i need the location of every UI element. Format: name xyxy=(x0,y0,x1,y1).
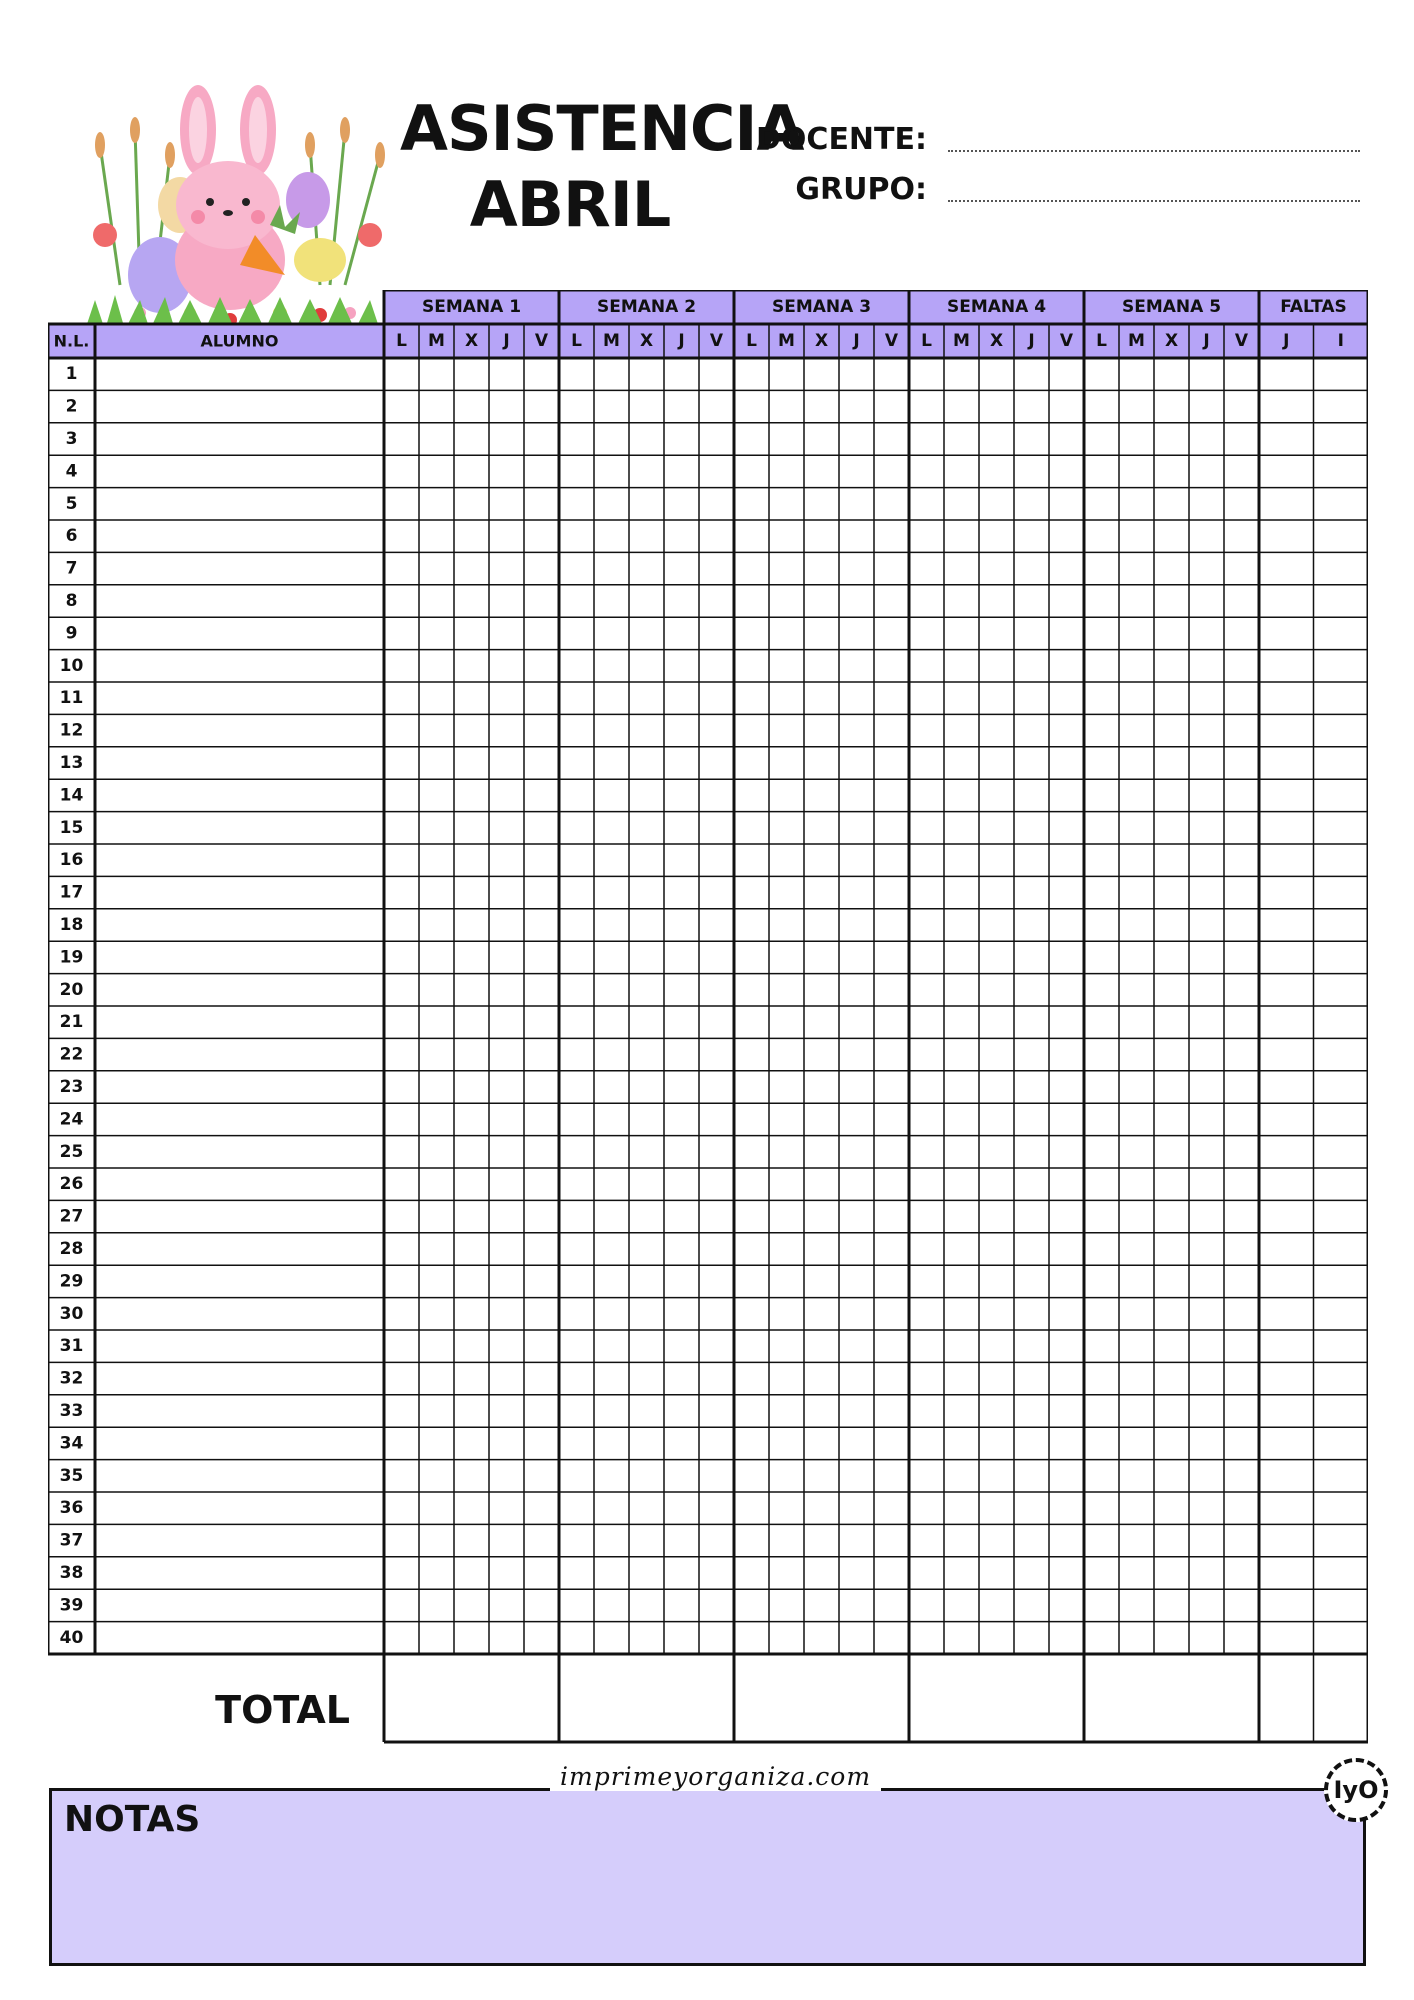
row-number: 1 xyxy=(65,364,78,385)
day-header: X xyxy=(639,331,654,351)
day-header: X xyxy=(814,331,829,351)
row-number: 11 xyxy=(59,688,84,709)
col-nl-header: N.L. xyxy=(53,331,90,351)
row-number: 8 xyxy=(65,591,78,611)
row-number: 10 xyxy=(59,655,84,676)
day-header: X xyxy=(1164,331,1179,351)
day-header: V xyxy=(884,331,899,351)
notes-label: NOTAS xyxy=(64,1799,201,1840)
row-number: 24 xyxy=(59,1109,84,1130)
day-header: M xyxy=(953,331,970,351)
row-number: 35 xyxy=(59,1465,84,1486)
row-number: 9 xyxy=(65,623,78,644)
row-number: 37 xyxy=(59,1530,84,1551)
day-header: V xyxy=(534,331,549,351)
day-header: V xyxy=(1234,331,1249,351)
page-title: ASISTENCIA xyxy=(400,92,804,165)
day-header: L xyxy=(921,331,932,351)
website-text: imprimeyorganiza.com xyxy=(550,1762,881,1791)
row-number: 29 xyxy=(59,1271,84,1292)
day-header: X xyxy=(464,331,479,351)
day-header: M xyxy=(1128,331,1145,351)
week-header: SEMANA 3 xyxy=(771,297,872,317)
faltas-i-header: I xyxy=(1337,331,1344,351)
day-header: X xyxy=(989,331,1004,351)
docente-label: DOCENTE: xyxy=(756,122,927,157)
row-number: 36 xyxy=(59,1498,84,1519)
row-number: 25 xyxy=(59,1141,84,1162)
row-number: 38 xyxy=(59,1563,84,1583)
brand-logo-icon: IyO xyxy=(1324,1758,1388,1822)
week-header: SEMANA 2 xyxy=(596,297,697,317)
row-number: 2 xyxy=(65,396,78,417)
row-number: 21 xyxy=(59,1012,84,1033)
row-number: 31 xyxy=(59,1336,84,1357)
faltas-header: FALTAS xyxy=(1280,297,1347,317)
row-number: 16 xyxy=(59,850,84,871)
day-header: J xyxy=(1028,331,1035,351)
day-header: M xyxy=(778,331,795,351)
row-number: 4 xyxy=(65,461,78,482)
grupo-label: GRUPO: xyxy=(795,172,927,207)
week-header: SEMANA 5 xyxy=(1121,297,1222,317)
row-number: 20 xyxy=(59,979,84,1000)
row-number: 18 xyxy=(59,915,84,935)
day-header: M xyxy=(428,331,445,351)
day-header: J xyxy=(503,331,510,351)
row-number: 14 xyxy=(59,785,84,806)
day-header: L xyxy=(396,331,407,351)
week-header: SEMANA 1 xyxy=(421,297,522,317)
day-header: L xyxy=(571,331,582,351)
week-header: SEMANA 4 xyxy=(946,297,1047,317)
row-number: 34 xyxy=(59,1433,84,1454)
row-number: 32 xyxy=(59,1368,84,1389)
row-number: 19 xyxy=(59,947,84,968)
row-number: 40 xyxy=(59,1627,84,1648)
row-number: 22 xyxy=(59,1044,84,1065)
row-number: 27 xyxy=(59,1206,84,1227)
row-number: 26 xyxy=(59,1174,84,1195)
day-header: L xyxy=(746,331,757,351)
row-number: 30 xyxy=(59,1303,84,1324)
day-header: J xyxy=(678,331,685,351)
day-header: J xyxy=(1203,331,1210,351)
grupo-field[interactable] xyxy=(948,200,1360,202)
day-header: V xyxy=(709,331,724,351)
row-number: 23 xyxy=(59,1077,84,1097)
day-header: J xyxy=(853,331,860,351)
day-header: M xyxy=(603,331,620,351)
row-number: 5 xyxy=(65,493,78,514)
page-subtitle-month: ABRIL xyxy=(469,168,671,241)
day-header: L xyxy=(1096,331,1107,351)
row-number: 12 xyxy=(59,720,84,741)
row-number: 13 xyxy=(59,753,84,773)
row-number: 15 xyxy=(59,817,84,838)
row-number: 28 xyxy=(59,1239,84,1259)
row-number: 33 xyxy=(59,1401,84,1421)
day-header: V xyxy=(1059,331,1074,351)
col-alumno-header: ALUMNO xyxy=(200,331,279,351)
row-number: 7 xyxy=(65,558,78,579)
notes-box[interactable] xyxy=(49,1788,1366,1966)
row-number: 3 xyxy=(65,429,78,449)
faltas-j-header: J xyxy=(1283,331,1290,351)
attendance-table xyxy=(48,290,1368,1744)
total-label: TOTAL xyxy=(215,1688,350,1732)
docente-field[interactable] xyxy=(948,150,1360,152)
row-number: 39 xyxy=(59,1595,84,1616)
row-number: 17 xyxy=(59,882,84,903)
row-number: 6 xyxy=(65,526,78,547)
